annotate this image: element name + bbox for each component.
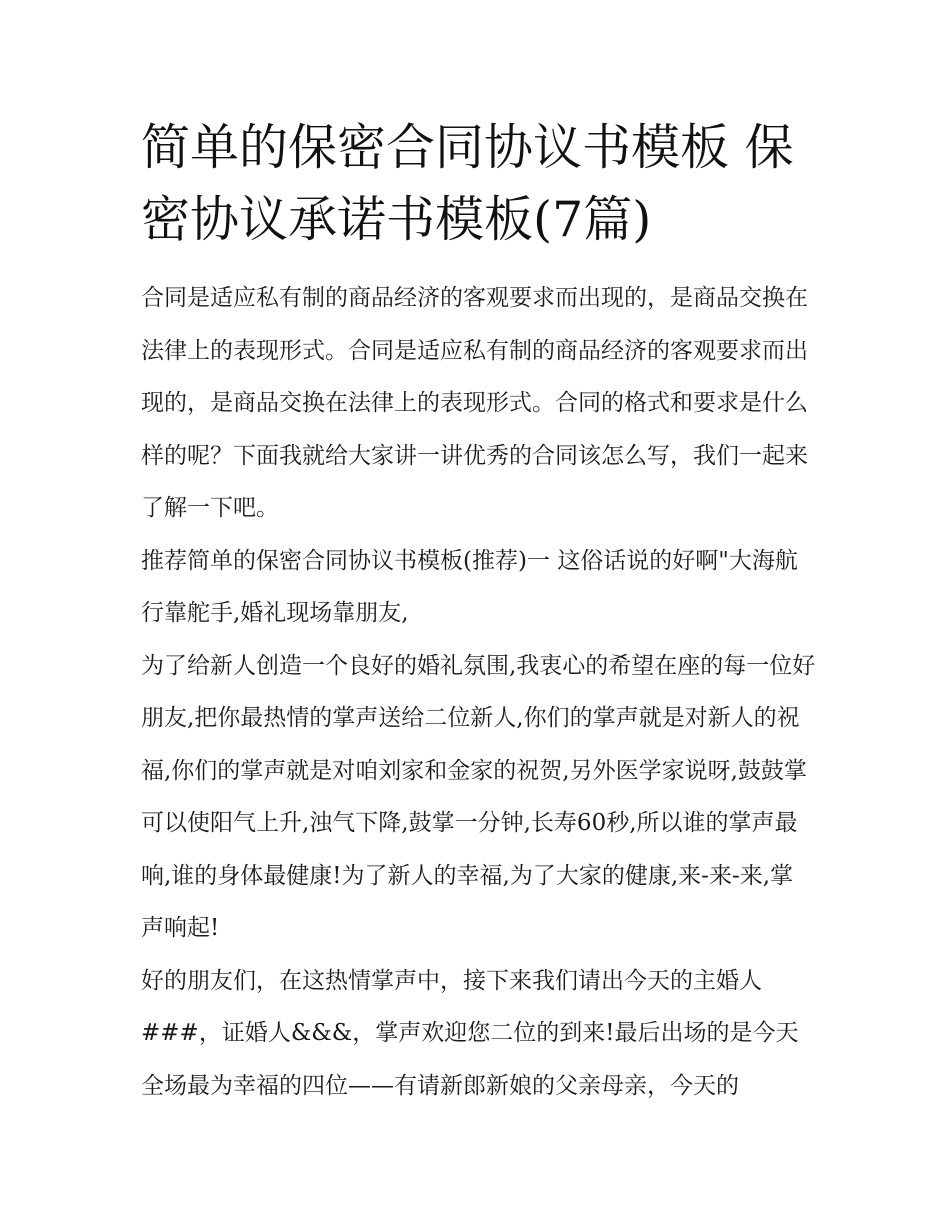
paragraph-hosts: 好的朋友们，在这热情掌声中，接下来我们请出今天的主婚人###，证婚人&&&，掌声欢迎您二位的到来!最后出场的是今天全场最为幸福的四位——有请新郎新娘的父亲母亲，今天的: [141, 967, 799, 1099]
paragraph-intro: 合同是适应私有制的商品经济的客观要求而出现的，是商品交换在法律上的表现形式。合同是适应私有制的商品经济的客观要求而出现的，是商品交换在法律上的表现形式。合同的格式和要求是什么样的呢？下面我就给大家讲一讲优秀的合同该怎么写，我们一起来了解一下吧。: [141, 285, 808, 521]
paragraph-applause: 为了给新人创造一个良好的婚礼氛围,我衷心的希望在座的每一位好朋友,把你最热情的掌声送给二位新人,你们的掌声就是对新人的祝福,你们的掌声就是对咱刘家和金家的祝贺,另外医学家说呀,鼓鼓掌可以使阳气上升,浊气下降,鼓掌一分钟,长寿60秒,所以谁的掌声最响,谁的身体最健康!为了新人的幸福,为了大家的健康,来-来-来,掌声响起!: [141, 652, 816, 941]
document-body: [141, 272, 816, 1112]
document-title: 简单的保密合同协议书模板 保密协议承诺书模板(7篇): [141, 119, 794, 248]
paragraph-recommend: 推荐简单的保密合同协议书模板(推荐)一 这俗话说的好啊"大海航行靠舵手,婚礼现场靠朋友,: [141, 547, 798, 626]
document-content: [141, 112, 816, 1112]
